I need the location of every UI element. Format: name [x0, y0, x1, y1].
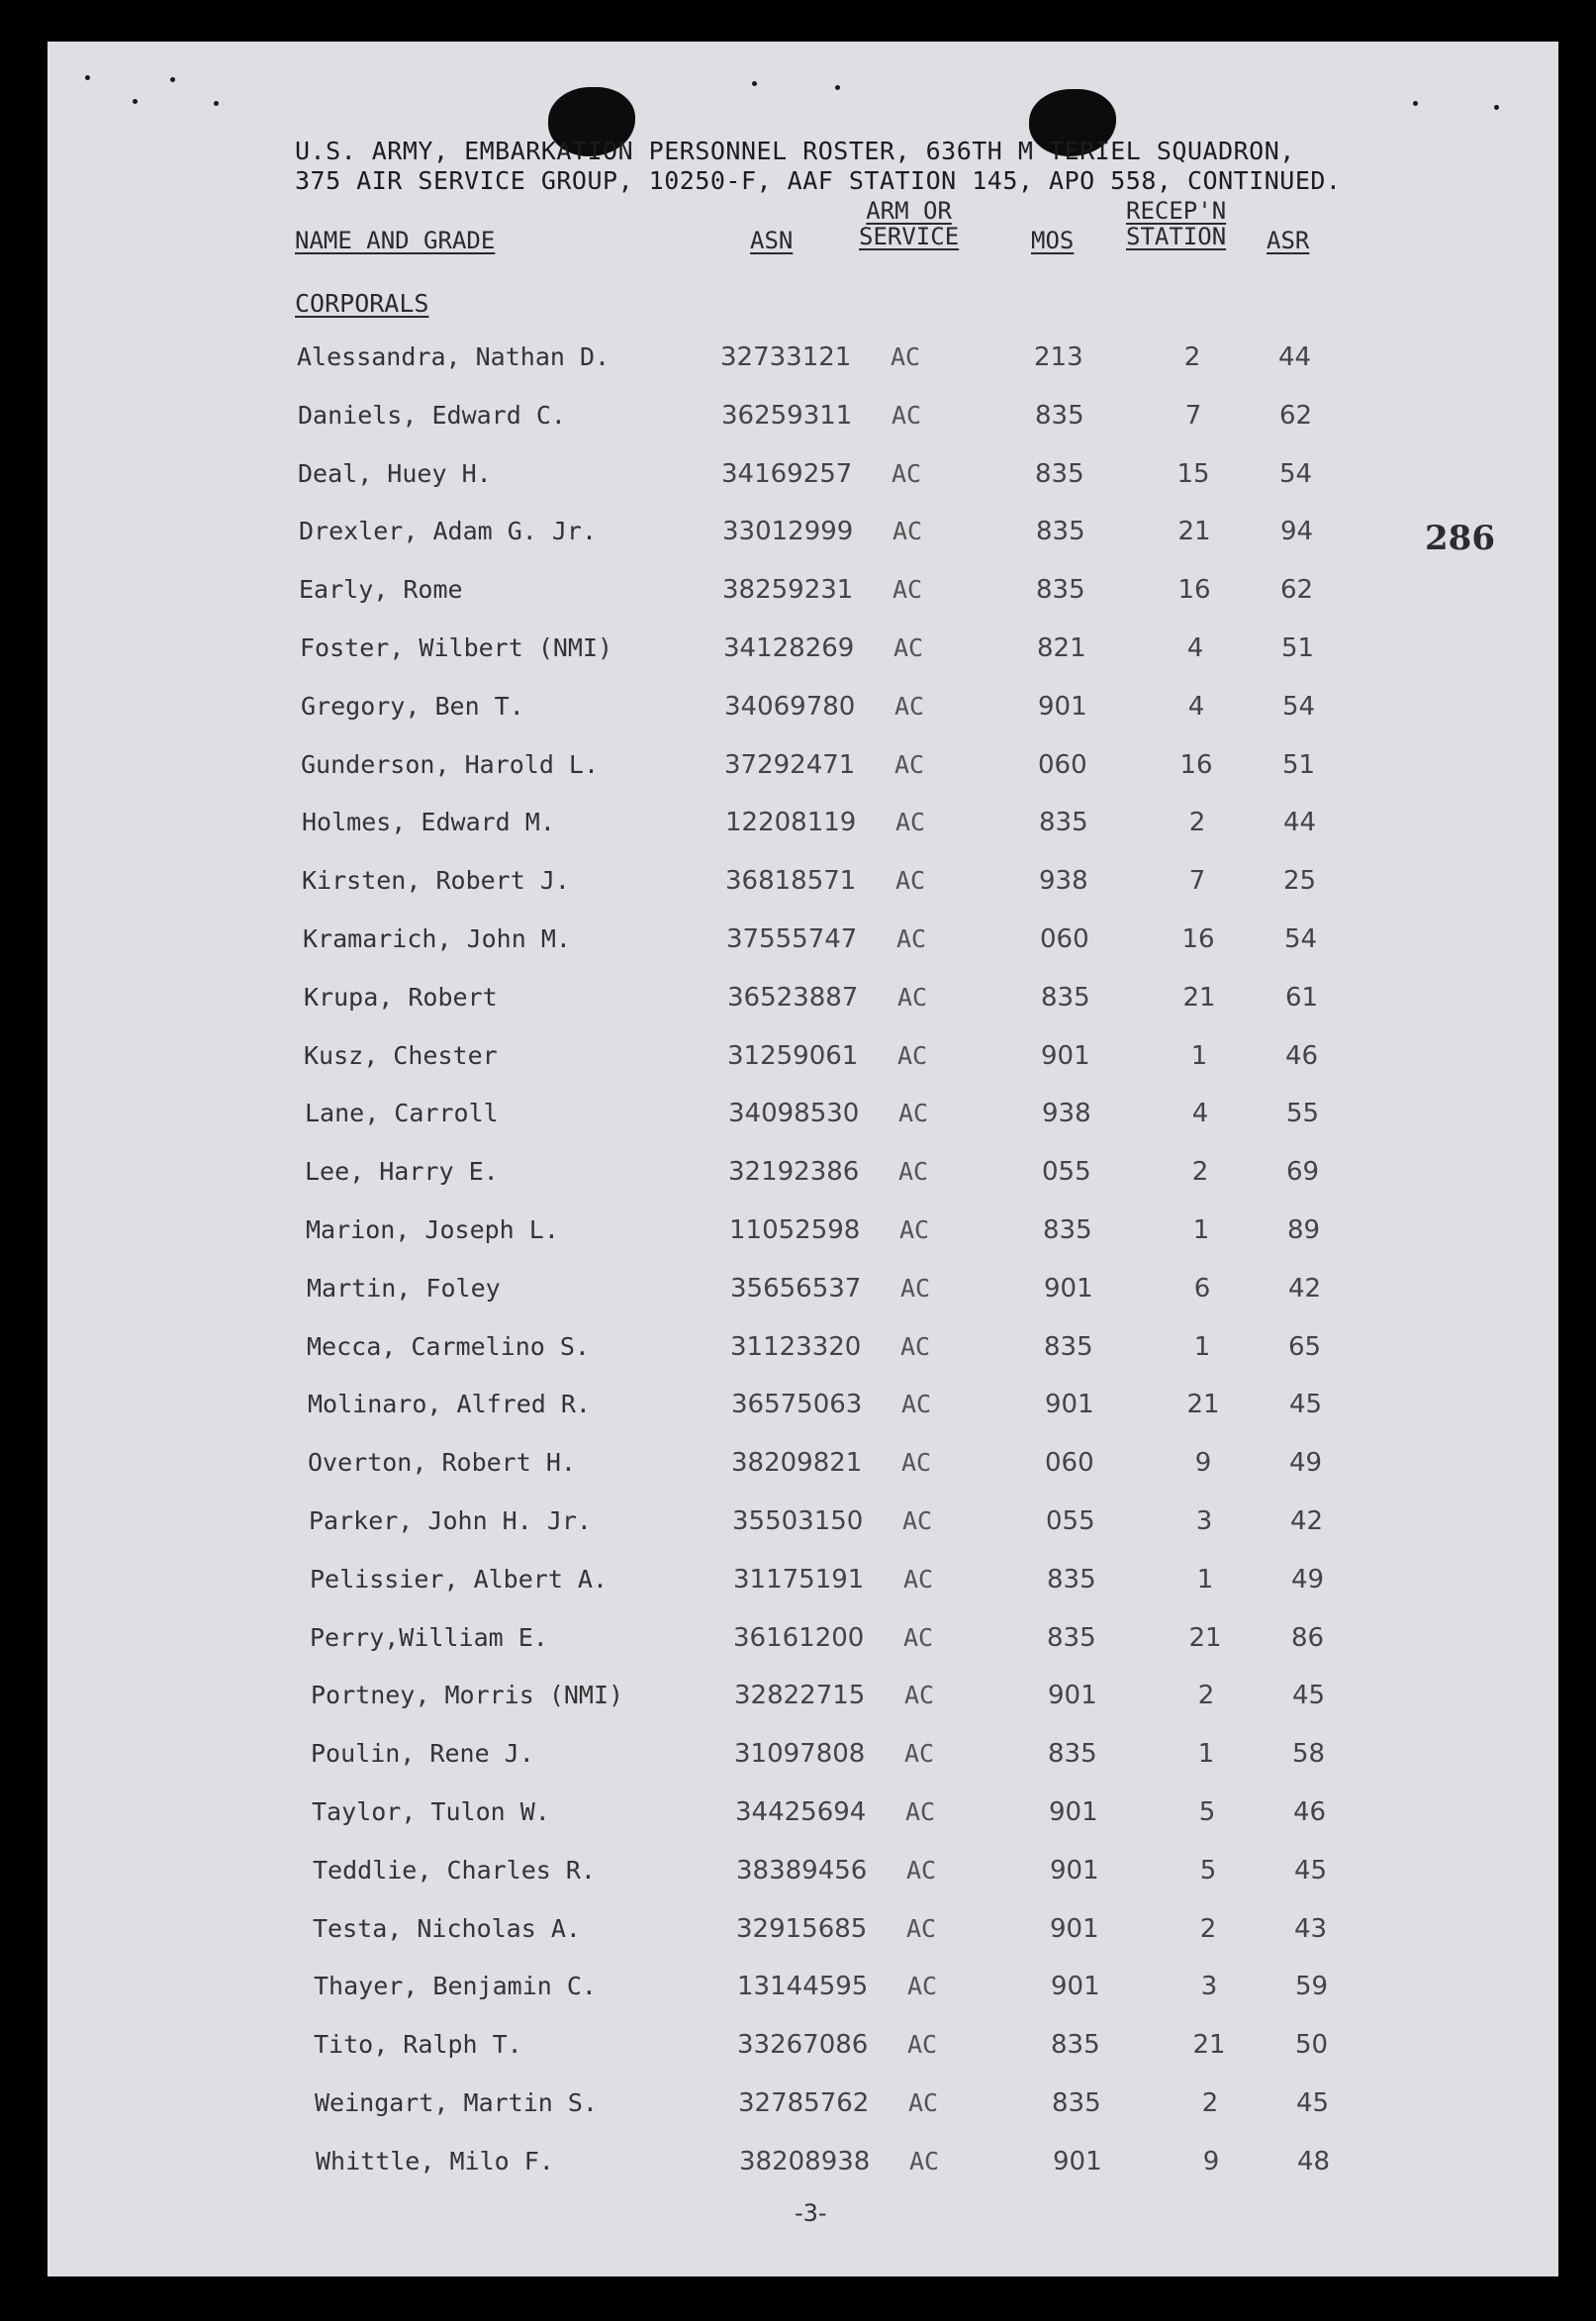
column-header-mos: MOS — [1031, 227, 1075, 254]
ssr-cell: 42 — [1288, 1274, 1322, 1304]
station-cell: 4 — [1187, 692, 1205, 722]
name-cell: Testa, Nicholas A. — [313, 1914, 581, 1943]
arm-cell: AC — [907, 1972, 938, 2000]
name-cell: Pelissier, Albert A. — [310, 1565, 609, 1594]
ssr-cell: 59 — [1295, 1972, 1329, 2001]
name-cell: Holmes, Edward M. — [302, 808, 555, 836]
punch-hole — [1494, 105, 1499, 110]
table-row — [311, 1739, 1399, 1771]
table-row — [309, 1506, 1397, 1538]
punch-hole — [170, 77, 175, 82]
arm-cell: AC — [909, 2147, 940, 2176]
asn-cell: 37292471 — [724, 750, 856, 780]
ssr-cell: 54 — [1282, 692, 1316, 722]
mos-cell: 835 — [1043, 1215, 1092, 1245]
table-row — [307, 1332, 1395, 1364]
column-header-name: NAME AND GRADE — [295, 227, 496, 254]
arm-cell: AC — [897, 983, 928, 1012]
table-row — [314, 1972, 1402, 2003]
table-row — [313, 1856, 1401, 1887]
ssr-cell: 48 — [1297, 2147, 1331, 2176]
ssr-cell: 49 — [1289, 1448, 1323, 1478]
column-header-arm-bottom: SERVICE — [859, 223, 960, 250]
mos-cell: 835 — [1039, 808, 1088, 837]
ssr-cell: 65 — [1288, 1332, 1322, 1362]
station-cell: 9 — [1202, 2147, 1220, 2176]
asn-cell: 33267086 — [737, 2030, 869, 2060]
asn-cell: 33012999 — [722, 517, 854, 546]
page-number: 286 — [1425, 519, 1495, 558]
ssr-cell: 55 — [1286, 1099, 1320, 1128]
arm-cell: AC — [907, 2030, 938, 2059]
punch-hole — [1413, 101, 1418, 106]
ssr-cell: 89 — [1287, 1215, 1321, 1245]
name-cell: Weingart, Martin S. — [315, 2088, 598, 2117]
ssr-cell: 51 — [1282, 750, 1316, 780]
name-cell: Mecca, Carmelino S. — [307, 1332, 590, 1361]
name-cell: Taylor, Tulon W. — [312, 1797, 550, 1826]
asn-cell: 34069780 — [724, 692, 856, 722]
arm-cell: AC — [904, 1681, 935, 1709]
mos-cell: 901 — [1045, 1390, 1094, 1419]
column-header-station-bottom: STATION — [1126, 223, 1227, 250]
ssr-cell: 94 — [1280, 517, 1314, 546]
mos-cell: 835 — [1047, 1623, 1096, 1653]
name-cell: Molinaro, Alfred R. — [308, 1390, 591, 1418]
asn-cell: 31259061 — [727, 1041, 859, 1071]
station-cell: 1 — [1197, 1739, 1215, 1769]
table-row — [305, 1157, 1393, 1189]
arm-cell: AC — [895, 866, 926, 895]
arm-cell: AC — [896, 924, 927, 953]
table-row — [315, 2088, 1403, 2120]
asn-cell: 32192386 — [728, 1157, 860, 1187]
asn-cell: 34425694 — [735, 1797, 867, 1827]
table-row — [305, 1099, 1393, 1130]
mos-cell: 060 — [1038, 750, 1087, 780]
arm-cell: AC — [908, 2088, 939, 2117]
mos-cell: 835 — [1041, 983, 1090, 1013]
arm-cell: AC — [900, 1274, 931, 1303]
mos-cell: 901 — [1051, 1972, 1100, 2001]
arm-cell: AC — [904, 1739, 935, 1768]
name-cell: Poulin, Rene J. — [311, 1739, 534, 1768]
station-cell: 2 — [1201, 2088, 1219, 2118]
mos-cell: 901 — [1038, 692, 1087, 722]
asn-cell: 38389456 — [736, 1856, 868, 1886]
station-cell: 7 — [1184, 401, 1202, 431]
mos-cell: 901 — [1044, 1274, 1093, 1304]
column-header-ssr: ASR — [1267, 227, 1310, 254]
name-cell: Lane, Carroll — [305, 1099, 499, 1127]
arm-cell: AC — [898, 1099, 929, 1127]
page-footer: -3- — [795, 2199, 827, 2227]
document-header — [295, 137, 1342, 196]
name-cell: Gregory, Ben T. — [301, 692, 524, 721]
name-cell: Alessandra, Nathan D. — [297, 342, 610, 371]
station-cell: 4 — [1191, 1099, 1209, 1128]
station-cell: 1 — [1193, 1332, 1211, 1362]
arm-cell: AC — [903, 1565, 934, 1594]
name-cell: Gunderson, Harold L. — [301, 750, 600, 779]
ssr-cell: 43 — [1294, 1914, 1328, 1944]
asn-cell: 36259311 — [721, 401, 853, 431]
station-cell: 4 — [1186, 633, 1204, 663]
asn-cell: 13144595 — [737, 1972, 869, 2001]
asn-cell: 32785762 — [738, 2088, 870, 2118]
arm-cell: AC — [895, 808, 926, 836]
name-cell: Kirsten, Robert J. — [302, 866, 570, 895]
header-line-2: 375 AIR SERVICE GROUP, 10250-F, AAF STATION 145, APO 558, CONTINUED. — [295, 166, 1342, 195]
table-row — [301, 750, 1389, 782]
ssr-cell: 61 — [1285, 983, 1319, 1013]
table-row — [307, 1274, 1395, 1306]
name-cell: Foster, Wilbert (NMI) — [300, 633, 613, 662]
asn-cell: 34098530 — [728, 1099, 860, 1128]
mos-cell: 901 — [1050, 1856, 1099, 1886]
arm-cell: AC — [903, 1623, 934, 1652]
mos-cell: 060 — [1045, 1448, 1094, 1478]
table-row — [303, 924, 1391, 956]
table-row — [299, 575, 1387, 607]
arm-cell: AC — [905, 1797, 936, 1826]
column-header-arm — [859, 198, 959, 249]
arm-cell: AC — [894, 750, 925, 779]
name-cell: Teddlie, Charles R. — [313, 1856, 596, 1885]
arm-cell: AC — [894, 692, 925, 721]
table-row — [302, 808, 1390, 839]
station-cell: 16 — [1179, 750, 1213, 780]
station-cell: 9 — [1194, 1448, 1212, 1478]
name-cell: Daniels, Edward C. — [298, 401, 566, 430]
station-cell: 5 — [1198, 1797, 1216, 1827]
station-cell: 1 — [1190, 1041, 1208, 1071]
ssr-cell: 42 — [1290, 1506, 1324, 1536]
table-row — [316, 2147, 1404, 2178]
name-cell: Overton, Robert H. — [308, 1448, 576, 1477]
arm-cell: AC — [892, 517, 923, 545]
ssr-cell: 50 — [1295, 2030, 1329, 2060]
station-cell: 3 — [1195, 1506, 1213, 1536]
mos-cell: 835 — [1048, 1739, 1097, 1769]
ssr-cell: 54 — [1279, 459, 1313, 489]
column-header-station — [1126, 198, 1226, 249]
mos-cell: 060 — [1040, 924, 1089, 954]
ssr-cell: 58 — [1292, 1739, 1326, 1769]
station-cell: 1 — [1196, 1565, 1214, 1595]
arm-cell: AC — [899, 1215, 930, 1244]
mos-cell: 901 — [1041, 1041, 1090, 1071]
station-cell: 21 — [1182, 983, 1216, 1013]
name-cell: Parker, John H. Jr. — [309, 1506, 592, 1535]
table-row — [313, 1914, 1401, 1946]
table-row — [300, 633, 1388, 665]
name-cell: Thayer, Benjamin C. — [314, 1972, 597, 2000]
asn-cell: 32822715 — [734, 1681, 866, 1710]
name-cell: Martin, Foley — [307, 1274, 501, 1303]
arm-cell: AC — [901, 1390, 932, 1418]
table-row — [308, 1390, 1396, 1421]
table-row — [304, 1041, 1392, 1073]
station-cell: 2 — [1183, 342, 1201, 372]
arm-cell: AC — [892, 459, 922, 488]
mos-cell: 055 — [1046, 1506, 1095, 1536]
punch-hole — [85, 75, 90, 80]
station-cell: 21 — [1192, 2030, 1226, 2060]
mos-cell: 835 — [1036, 517, 1085, 546]
name-cell: Kramarich, John M. — [303, 924, 571, 953]
asn-cell: 34128269 — [723, 633, 855, 663]
mos-cell: 938 — [1039, 866, 1088, 896]
ssr-cell: 62 — [1279, 401, 1313, 431]
table-row — [310, 1623, 1398, 1655]
name-cell: Krupa, Robert — [304, 983, 498, 1012]
section-title: CORPORALS — [295, 289, 429, 318]
table-row — [311, 1681, 1399, 1712]
table-row — [299, 517, 1387, 548]
ssr-cell: 86 — [1291, 1623, 1325, 1653]
table-row — [308, 1448, 1396, 1480]
asn-cell: 35503150 — [732, 1506, 864, 1536]
name-cell: Tito, Ralph T. — [314, 2030, 522, 2059]
asn-cell: 32733121 — [720, 342, 852, 372]
asn-cell: 32915685 — [736, 1914, 868, 1944]
station-cell: 21 — [1177, 517, 1211, 546]
column-header-asn: ASN — [750, 227, 794, 254]
mos-cell: 835 — [1035, 401, 1084, 431]
punch-hole — [133, 99, 138, 104]
station-cell: 5 — [1199, 1856, 1217, 1886]
asn-cell: 36161200 — [733, 1623, 865, 1653]
name-cell: Marion, Joseph L. — [306, 1215, 559, 1244]
column-header-arm-top: ARM OR — [866, 197, 952, 225]
table-row — [298, 459, 1386, 491]
station-cell: 7 — [1188, 866, 1206, 896]
arm-cell: AC — [906, 1856, 937, 1885]
name-cell: Kusz, Chester — [304, 1041, 498, 1070]
arm-cell: AC — [892, 401, 922, 430]
mos-cell: 835 — [1047, 1565, 1096, 1595]
ssr-cell: 25 — [1283, 866, 1317, 896]
ssr-cell: 44 — [1283, 808, 1317, 837]
name-cell: Early, Rome — [299, 575, 463, 604]
asn-cell: 34169257 — [721, 459, 853, 489]
mos-cell: 901 — [1050, 1914, 1099, 1944]
name-cell: Drexler, Adam G. Jr. — [299, 517, 598, 545]
table-row — [314, 2030, 1402, 2062]
arm-cell: AC — [906, 1914, 937, 1943]
mos-cell: 835 — [1036, 575, 1085, 605]
station-cell: 2 — [1188, 808, 1206, 837]
asn-cell: 37555747 — [726, 924, 858, 954]
station-cell: 3 — [1200, 1972, 1218, 2001]
ssr-cell: 45 — [1296, 2088, 1330, 2118]
punch-hole — [214, 101, 219, 106]
asn-cell: 31097808 — [734, 1739, 866, 1769]
table-row — [306, 1215, 1394, 1247]
arm-cell: AC — [900, 1332, 931, 1361]
name-cell: Perry,William E. — [310, 1623, 548, 1652]
ssr-cell: 54 — [1284, 924, 1318, 954]
station-cell: 16 — [1177, 575, 1211, 605]
mos-cell: 901 — [1049, 1797, 1098, 1827]
column-header-station-top: RECEP'N — [1126, 197, 1227, 225]
arm-cell: AC — [901, 1448, 932, 1477]
station-cell: 2 — [1197, 1681, 1215, 1710]
ssr-cell: 45 — [1292, 1681, 1326, 1710]
table-row — [304, 983, 1392, 1015]
ssr-cell: 45 — [1294, 1856, 1328, 1886]
ssr-cell: 44 — [1278, 342, 1312, 372]
name-cell: Deal, Huey H. — [298, 459, 492, 488]
asn-cell: 12208119 — [725, 808, 857, 837]
ssr-cell: 49 — [1291, 1565, 1325, 1595]
punch-hole — [752, 81, 757, 86]
asn-cell: 35656537 — [730, 1274, 862, 1304]
table-row — [301, 692, 1389, 724]
mos-cell: 835 — [1044, 1332, 1093, 1362]
name-cell: Lee, Harry E. — [305, 1157, 499, 1186]
station-cell: 16 — [1181, 924, 1215, 954]
arm-cell: AC — [892, 575, 923, 604]
arm-cell: AC — [891, 342, 921, 371]
station-cell: 2 — [1191, 1157, 1209, 1187]
arm-cell: AC — [898, 1157, 929, 1186]
name-cell: Whittle, Milo F. — [316, 2147, 554, 2176]
header-line-1: U.S. ARMY, EMBARKATION PERSONNEL ROSTER, 636TH M TERIEL SQUADRON, — [295, 137, 1295, 165]
arm-cell: AC — [902, 1506, 933, 1535]
mos-cell: 835 — [1051, 2030, 1100, 2060]
mos-cell: 901 — [1048, 1681, 1097, 1710]
asn-cell: 38209821 — [731, 1448, 863, 1478]
table-row — [302, 866, 1390, 898]
station-cell: 21 — [1188, 1623, 1222, 1653]
table-row — [298, 401, 1386, 433]
station-cell: 1 — [1192, 1215, 1210, 1245]
asn-cell: 31175191 — [733, 1565, 865, 1595]
table-row — [310, 1565, 1398, 1596]
mos-cell: 835 — [1035, 459, 1084, 489]
mos-cell: 821 — [1037, 633, 1086, 663]
name-cell: Portney, Morris (NMI) — [311, 1681, 624, 1709]
ssr-cell: 46 — [1293, 1797, 1327, 1827]
station-cell: 21 — [1186, 1390, 1220, 1419]
asn-cell: 36818571 — [725, 866, 857, 896]
ssr-cell: 51 — [1281, 633, 1315, 663]
station-cell: 15 — [1176, 459, 1210, 489]
punch-hole — [835, 85, 840, 90]
asn-cell: 36575063 — [731, 1390, 863, 1419]
asn-cell: 38259231 — [722, 575, 854, 605]
asn-cell: 36523887 — [727, 983, 859, 1013]
station-cell: 2 — [1199, 1914, 1217, 1944]
table-row — [312, 1797, 1400, 1829]
mos-cell: 835 — [1052, 2088, 1101, 2118]
mos-cell: 055 — [1042, 1157, 1091, 1187]
asn-cell: 31123320 — [730, 1332, 862, 1362]
ssr-cell: 62 — [1280, 575, 1314, 605]
station-cell: 6 — [1193, 1274, 1211, 1304]
mos-cell: 213 — [1034, 342, 1083, 372]
ssr-cell: 69 — [1286, 1157, 1320, 1187]
asn-cell: 38208938 — [739, 2147, 871, 2176]
arm-cell: AC — [893, 633, 924, 662]
mos-cell: 938 — [1042, 1099, 1091, 1128]
arm-cell: AC — [897, 1041, 928, 1070]
asn-cell: 11052598 — [729, 1215, 861, 1245]
ssr-cell: 46 — [1285, 1041, 1319, 1071]
ssr-cell: 45 — [1289, 1390, 1323, 1419]
mos-cell: 901 — [1053, 2147, 1102, 2176]
table-row — [297, 342, 1385, 374]
